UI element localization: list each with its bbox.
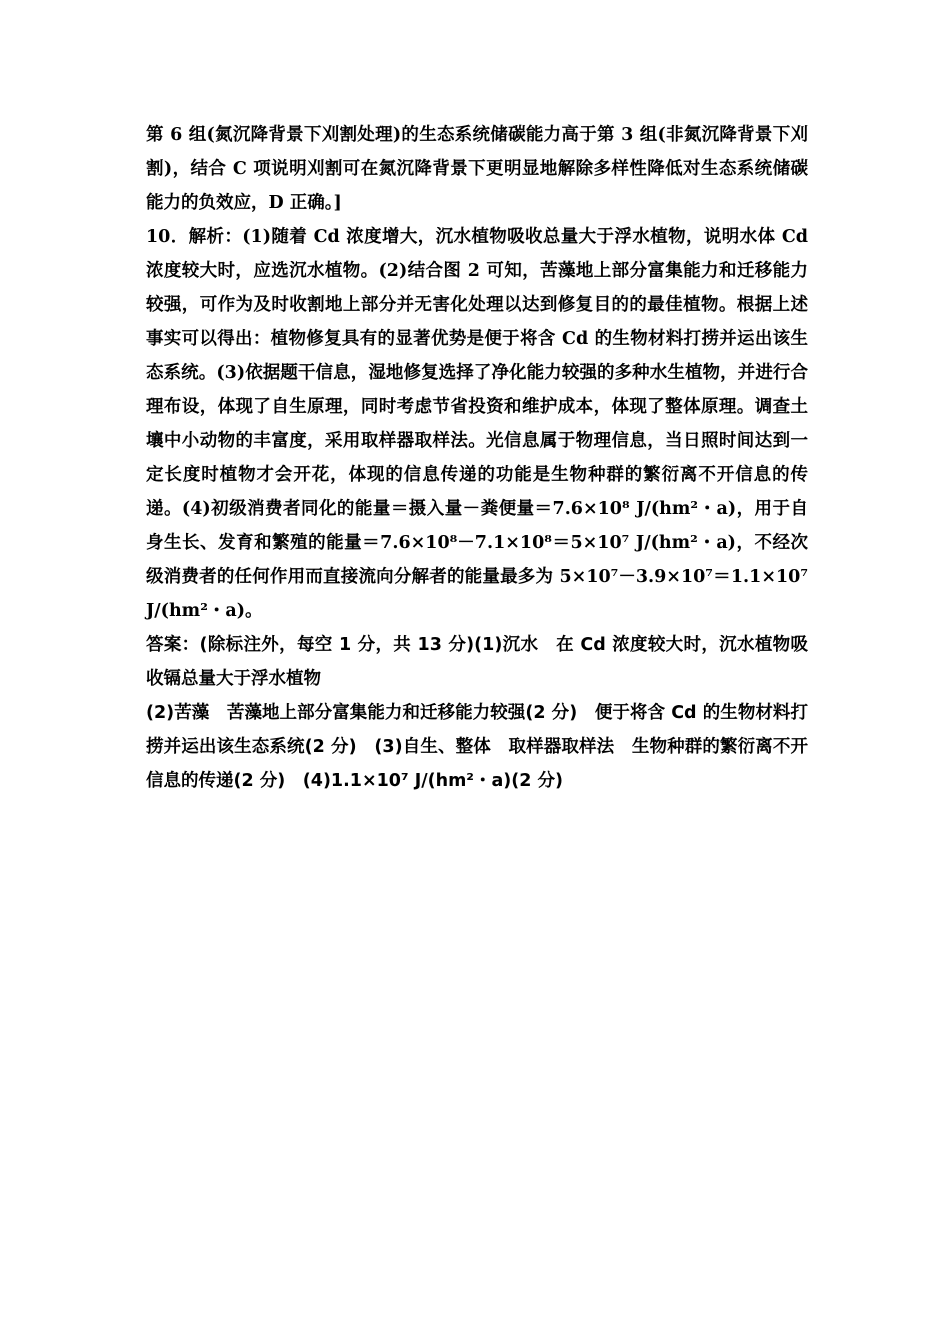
answer-paragraph-continued: (2)苦藻 苦藻地上部分富集能力和迁移能力较强(2 分) 便于将含 Cd 的生物材料打捞并运出该生态系统(2 分) (3)自生、整体 取样器取样法 生物种群的繁衍离不开信息的传递(2 分) (4)1.1×10⁷ J/(hm²・a)(2 分) [146, 703, 808, 791]
answer-paragraph: 答案：(除标注外，每空 1 分，共 13 分)(1)沉水 在 Cd 浓度较大时，沉水植物吸收镉总量大于浮水植物 [146, 635, 808, 689]
question-10-analysis: 10．解析：(1)随着 Cd 浓度增大，沉水植物吸收总量大于浮水植物，说明水体 Cd 浓度较大时，应选沉水植物。(2)结合图 2 可知，苦藻地上部分富集能力和迁移能力较强，可作为及时收割地上部分并无害化处理以达到修复目的的最佳植物。根据上述事实可以得出：植物修复具有的显著优势是便于将含 Cd 的生物材料打捞并运出该生态系统。(3)依据题干信息，湿地修复选择了净化能力较强的多种水生植物，并进行合理布设，体现了自生原理，同时考虑节省投资和维护成本，体现了整体原理。调查土壤中小动物的丰富度，采用取样器取样法。光信息属于物理信息，当日照时间达到一定长度时植物才会开花，体现的信息传递的功能是生物种群的繁衍离不开信息的传递。(4)初级消费者同化的能量＝摄入量－粪便量＝7.6×10⁸ J/(hm²・a)，用于自身生长、发育和繁殖的能量＝7.6×10⁸－7.1×10⁸＝5×10⁷ J/(hm²・a)，不经次级消费者的任何作用而直接流向分解者的能量最多为 5×10⁷－3.9×10⁷＝1.1×10⁷ J/(hm²・a)。 [146, 227, 808, 621]
document-page [146, 118, 808, 798]
previous-answer-paragraph: 第 6 组(氮沉降背景下刈割处理)的生态系统储碳能力高于第 3 组(非氮沉降背景下刈割)，结合 C 项说明刈割可在氮沉降背景下更明显地解除多样性降低对生态系统储碳能力的负效应，D 正确。] [146, 125, 808, 213]
